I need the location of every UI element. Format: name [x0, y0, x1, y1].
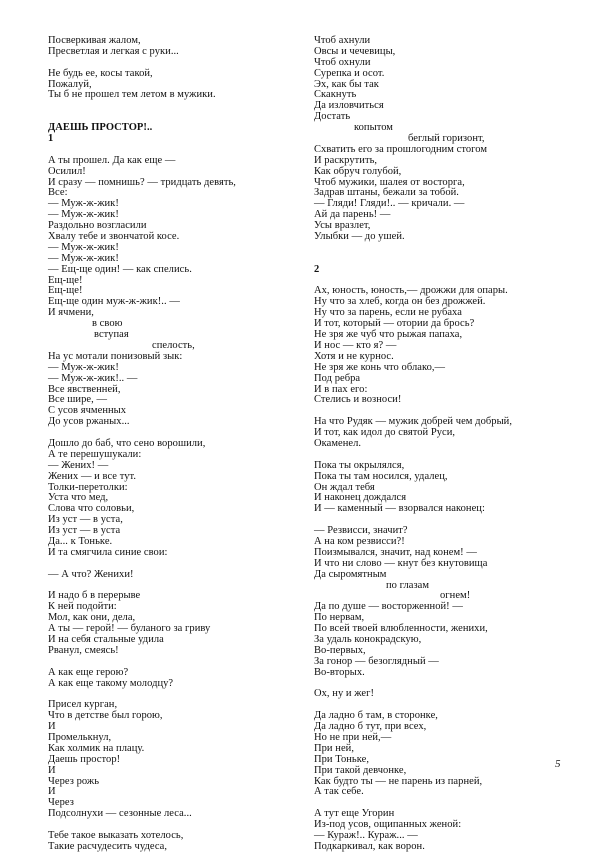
- text-line: И надо б в перерыве: [48, 590, 141, 602]
- text-line: беглый горизонт,: [408, 133, 485, 145]
- text-line: А те перешушукали:: [48, 448, 142, 460]
- text-line: А тут еще Угорин: [314, 808, 395, 820]
- text-line: Что в детстве был горою,: [48, 710, 163, 722]
- text-line: Из уст — в уста,: [48, 514, 123, 526]
- text-line: Как будто ты — не парень из парней,: [314, 775, 483, 787]
- text-line: Да изловчиться: [314, 100, 384, 112]
- text-line: За удаль конокрадскую,: [314, 633, 422, 645]
- text-line: Стелись и возноси!: [314, 394, 402, 406]
- text-line: Ах, юность, юность,— дрожжи для опары.: [314, 285, 508, 297]
- text-line: Эх, как бы так: [314, 78, 379, 90]
- text-line: И на себя стальные удила: [48, 633, 164, 645]
- text-line: Все явственней,: [48, 383, 121, 395]
- text-line: Ай да парень! —: [314, 209, 391, 221]
- text-line: Как обруч голубой,: [314, 165, 402, 177]
- text-line: Пресветлая и легкая с руки...: [48, 45, 179, 57]
- text-line: Чтоб ахнули: [314, 35, 371, 46]
- text-line: Посверкивая жалом,: [48, 35, 141, 46]
- text-line: Жених — и все тут.: [48, 470, 137, 482]
- text-line: Дошло до баб, что сено ворошили,: [48, 437, 206, 449]
- text-line: И в пах его:: [314, 383, 368, 395]
- text-line: — Кураж!.. Кураж... —: [314, 830, 418, 842]
- text-line: Тебе такое выказать хотелось,: [48, 830, 184, 842]
- text-line: И нос — кто я? —: [314, 339, 397, 351]
- section-heading: 1: [48, 133, 54, 145]
- section-heading: ДАЕШЬ ПРОСТОР!..: [48, 122, 153, 134]
- text-line: Овсы и чечевицы,: [314, 45, 396, 57]
- text-line: И: [48, 764, 56, 776]
- text-line: Сурепка и осот.: [314, 67, 385, 79]
- text-line: Ещ-ще один муж-ж-жик!.. —: [48, 296, 180, 308]
- text-line: По нервам,: [314, 612, 365, 624]
- text-line: Рванул, смеясь!: [48, 644, 119, 656]
- text-line: — А что? Женихи!: [48, 568, 134, 580]
- text-line: Уста что мед,: [48, 492, 109, 504]
- text-line: — Муж-ж-жик!.. —: [48, 372, 138, 384]
- text-line: Хотя и не курнос.: [314, 350, 394, 362]
- text-line: Пожалуй,: [48, 78, 92, 90]
- text-line: вступая: [94, 329, 129, 341]
- text-line: Усы вразлет,: [314, 220, 371, 232]
- text-line: Такие расчудесить чудеса,: [48, 840, 168, 852]
- text-line: Поизмывался, значит, над конем! —: [314, 546, 477, 558]
- text-line: Из уст — в уста: [48, 525, 121, 537]
- stanza-gap: [314, 243, 584, 254]
- text-line: К ней подойти:: [48, 601, 117, 613]
- text-line: огнем!: [440, 590, 471, 602]
- text-line: Даешь простор!: [48, 753, 121, 765]
- text-line: И: [48, 786, 56, 798]
- text-line: Чтоб охнули: [314, 56, 371, 68]
- text-line: по глазам: [386, 579, 430, 591]
- text-line: Из-под усов, ощипанных женой:: [314, 819, 462, 831]
- text-line: Хвалу тебе и звончатой косе.: [48, 231, 180, 243]
- stanza-gap: [48, 820, 303, 831]
- text-line: Мол, как они, дела,: [48, 612, 136, 624]
- stanza-gap: [48, 559, 303, 570]
- text-line: в свою: [92, 318, 123, 330]
- text-line: Ну что за парень, если не рубаха: [314, 307, 462, 319]
- text-line: Промелькнул,: [48, 732, 112, 743]
- text-line: Через рожь: [48, 775, 100, 787]
- text-line: Да сыромятным: [314, 568, 387, 580]
- text-line: — Ещ-ще один! — как спелись.: [48, 263, 192, 275]
- text-line: Под ребра: [314, 372, 361, 384]
- text-line: С усов ячменных: [48, 405, 127, 417]
- text-line: И тот, который — отории да брось?: [314, 318, 475, 330]
- text-line: За гонор — безоглядный —: [314, 655, 439, 667]
- text-line: Через: [48, 797, 74, 809]
- text-line: Достать: [314, 111, 351, 123]
- text-line: Во-вторых.: [314, 666, 365, 678]
- text-line: Но не при ней,—: [314, 732, 392, 743]
- text-line: Толки-перетолки:: [48, 481, 128, 493]
- text-line: И сразу — помнишь? — тридцать девять,: [48, 176, 236, 188]
- text-line: Во-первых,: [314, 644, 366, 656]
- text-line: При ней,: [314, 742, 355, 754]
- text-line: Чтоб мужики, шалея от восторга,: [314, 176, 465, 188]
- text-line: Подсолнухи — сезонные леса...: [48, 808, 192, 820]
- text-line: До усов ржаных...: [48, 416, 130, 428]
- text-line: И та смягчила синие свои:: [48, 546, 168, 558]
- stanza-gap: [314, 254, 584, 265]
- text-line: При такой девчонке,: [314, 764, 407, 776]
- text-line: — Муж-ж-жик!: [48, 198, 119, 210]
- text-line: — Муж-ж-жик!: [48, 241, 119, 253]
- text-line: Присел курган,: [48, 699, 118, 711]
- text-line: Ты б не прошел тем летом в мужики.: [48, 89, 216, 101]
- text-line: — Гляди! Гляди!.. — кричали. —: [314, 198, 465, 210]
- text-line: А как еще герою?: [48, 666, 129, 678]
- text-line: И тот, как идол до святой Руси,: [314, 427, 456, 439]
- text-line: На что Рудяк — мужик добрей чем добрый,: [314, 416, 513, 428]
- text-line: Улыбки — до ушей.: [314, 231, 405, 243]
- text-line: Ещ-ще!: [48, 274, 83, 286]
- text-line: — Муж-ж-жик!: [48, 361, 119, 373]
- text-line: Да по душе — восторженной! —: [314, 601, 463, 613]
- text-line: Раздольно возгласили: [48, 220, 147, 232]
- text-line: Да ладно б тут, при всех,: [314, 721, 427, 733]
- text-line: Все:: [48, 187, 68, 199]
- text-line: И ячмени,: [48, 307, 94, 319]
- text-line: И наконец дождался: [314, 492, 407, 504]
- text-line: И: [48, 721, 56, 733]
- text-line: Все шире, —: [48, 394, 107, 406]
- text-line: Подкаркивал, как ворон.: [314, 840, 425, 852]
- text-line: А как еще такому молодцу?: [48, 677, 174, 689]
- right-column: [314, 36, 584, 853]
- text-line: Ну что за хлеб, когда он без дрожжей.: [314, 296, 486, 308]
- text-line: Окаменел.: [314, 437, 362, 449]
- text-line: И что ни слово — кнут без кнутовища: [314, 557, 488, 569]
- text-line: спелость,: [152, 339, 195, 351]
- text-line: — Резвисси, значит?: [314, 525, 408, 537]
- text-line: Осилил!: [48, 165, 86, 177]
- stanza-gap: [48, 101, 303, 112]
- text-line: И раскрутить,: [314, 154, 378, 166]
- text-line: На ус мотали понизовый зык:: [48, 350, 183, 362]
- text-line: Не будь ее, косы такой,: [48, 67, 153, 79]
- text-line: Схватить его за прошлогодним стогом: [314, 143, 488, 155]
- page-number: 5: [555, 758, 561, 770]
- text-line: А так себе.: [314, 786, 364, 798]
- text-line: — Жених! —: [48, 459, 109, 471]
- text-line: Да ладно б там, в сторонке,: [314, 710, 438, 722]
- text-line: Задрав штаны, бежали за тобой.: [314, 187, 459, 199]
- text-line: И — каменный — взорвался наконец:: [314, 503, 485, 515]
- text-line: Да... к Тоньке.: [48, 535, 113, 547]
- section-heading: 2: [314, 263, 320, 275]
- text-line: Не зря же конь что облако,—: [314, 361, 446, 373]
- left-column: [48, 36, 303, 853]
- text-line: А ты — герой! — буланого за гриву: [48, 623, 211, 635]
- text-line: Не зря же чуб что рыжая папаха,: [314, 329, 463, 341]
- text-line: копытом: [354, 122, 393, 134]
- text-line: А ты прошел. Да как еще —: [48, 154, 176, 166]
- text-line: Пока ты окрылялся,: [314, 459, 405, 471]
- text-line: Скакнуть: [314, 89, 357, 101]
- text-line: Пока ты там носился, удалец,: [314, 470, 448, 482]
- text-line: При Тоньке,: [314, 753, 370, 765]
- text-line: Ох, ну и жег!: [314, 688, 375, 700]
- text-line: Слова что соловьи,: [48, 503, 135, 515]
- text-line: Ещ-ще!: [48, 285, 83, 297]
- text-line: По всей твоей влюбленности, женихи,: [314, 623, 488, 635]
- text-line: — Муж-ж-жик!: [48, 252, 119, 264]
- text-line: — Муж-ж-жик!: [48, 209, 119, 221]
- text-line: Как холмик на плацу.: [48, 742, 145, 754]
- text-line: А на ком резвисси?!: [314, 535, 405, 547]
- text-line: Он ждал тебя: [314, 481, 375, 493]
